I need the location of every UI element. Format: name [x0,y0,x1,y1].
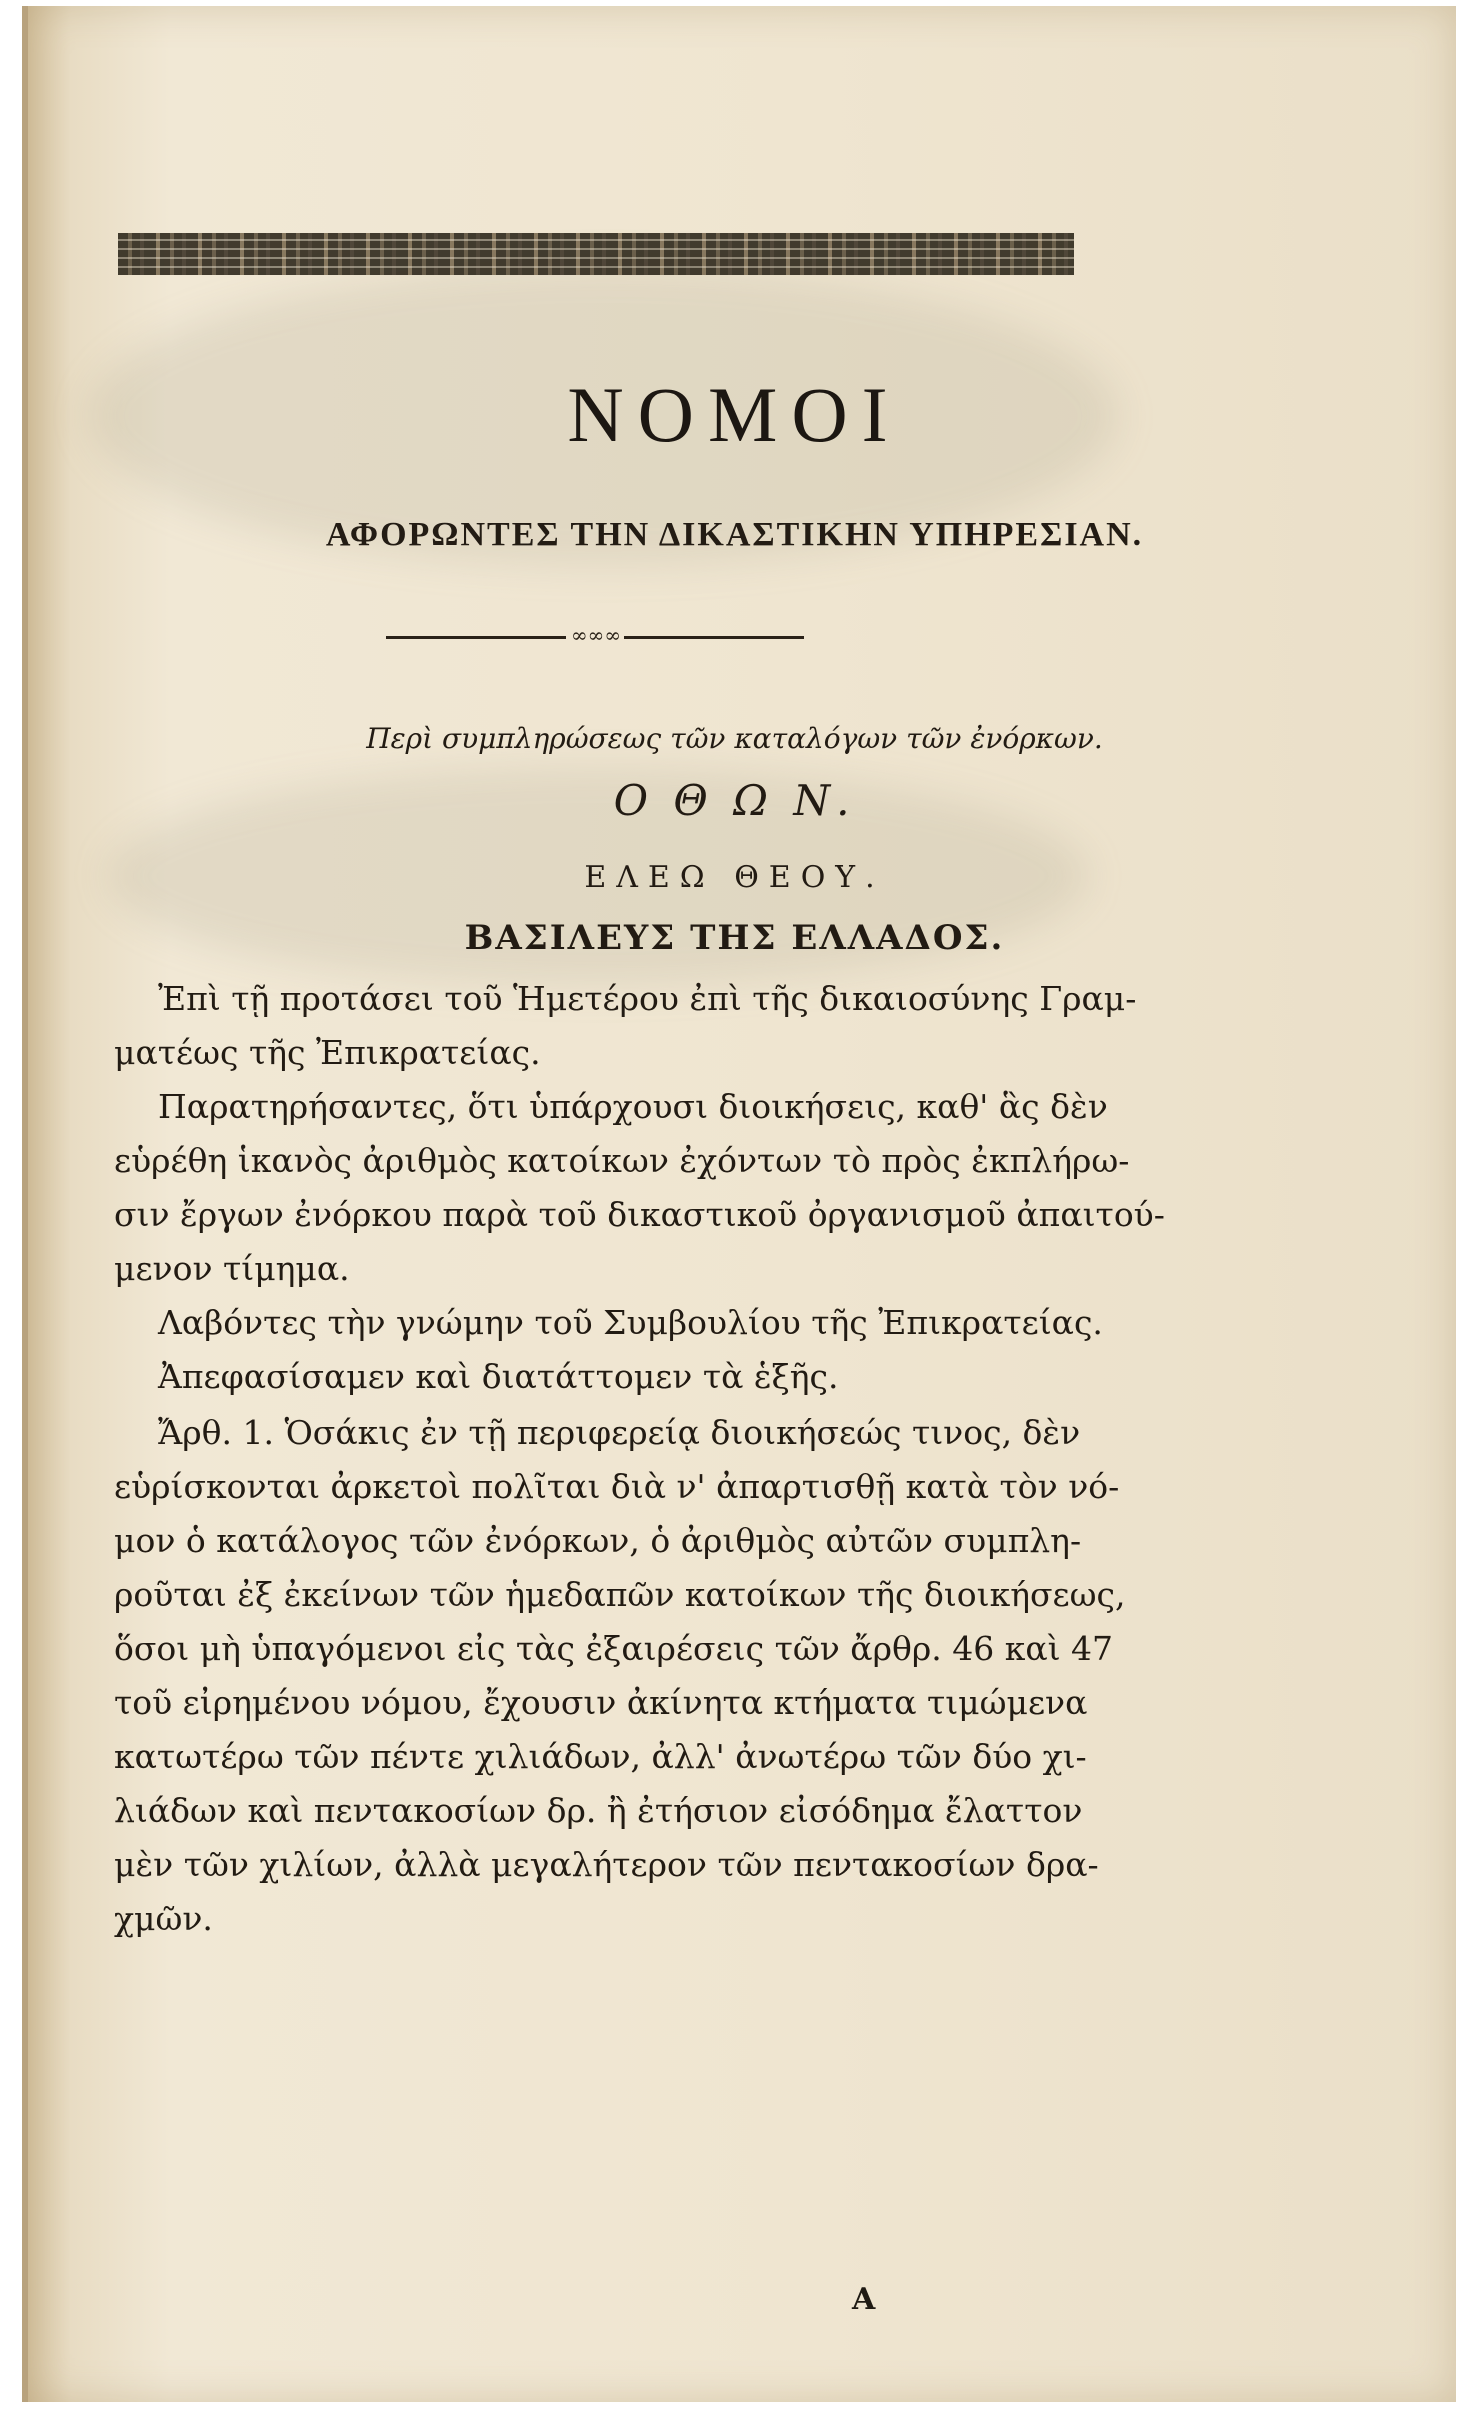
text-line: μὲν τῶν χιλίων, ἀλλὰ μεγαλήτερον τῶν πεντακοσίων δρα- [114,1845,1099,1884]
divider-rule [624,636,804,639]
text-line: λιάδων καὶ πεντακοσίων δρ. ἢ ἐτήσιον εἰσόδημα ἔλαττον [114,1791,1083,1830]
text-line: χμῶν. [114,1899,213,1938]
decorative-header-band [118,233,1074,275]
signature-mark: Α [852,2282,876,2317]
text-line: Λαβόντες τὴν γνώμην τοῦ Συμβουλίου τῆς Ἐπικρατείας. [158,1303,1103,1342]
paragraph-proposal [114,972,1137,1080]
divider-rule [386,636,566,639]
text-line: μενον τίμημα. [114,1249,350,1288]
text-line: ματέως τῆς Ἐπικρατείας. [114,1033,541,1072]
text-line: Ἄρθ. 1. Ὁσάκις ἐν τῇ περιφερείᾳ διοικήσεώς τινος, δὲν [158,1413,1081,1452]
text-line: κατωτέρω τῶν πέντε χιλιάδων, ἀλλ' ἀνωτέρω τῶν δύο χι- [114,1737,1087,1776]
text-line: εὑρέθη ἱκανὸς ἀριθμὸς κατοίκων ἐχόντων τὸ πρὸς ἐκπλήρω- [114,1141,1130,1180]
text-line: Ἐπὶ τῇ προτάσει τοῦ Ἡμετέρου ἐπὶ τῆς δικαιοσύνης Γραμ- [158,979,1137,1018]
paragraph-observation [114,1080,1165,1296]
paragraph-council [114,1296,1103,1350]
paragraph-decision [114,1350,1070,1404]
page-subtitle: ΑΦΟΡΩΝΤΕΣ ΤΗΝ ΔΙΚΑΣΤΙΚΗΝ ΥΠΗΡΕΣΙΑΝ. [325,516,1144,553]
king-name: Ο Θ Ω Ν. [613,776,856,825]
paragraph-article-1 [114,1406,1126,1946]
text-line: Παρατηρήσαντες, ὅτι ὑπάρχουσι διοικήσεις, καθ' ἃς δὲν [158,1087,1108,1126]
text-line: Ἀπεφασίσαμεν καὶ διατάττομεν τὰ ἑξῆς. [158,1357,839,1396]
text-line: ροῦται ἐξ ἐκείνων τῶν ἡμεδαπῶν κατοίκων τῆς διοικήσεως, [114,1575,1126,1614]
page-title: ΝΟΜΟΙ [567,371,902,458]
text-line: εὑρίσκονται ἀρκετοὶ πολῖται διὰ ν' ἀπαρτισθῇ κατὰ τὸν νό- [114,1467,1120,1506]
king-title: ΒΑΣΙΛΕΥΣ ΤΗΣ ΕΛΛΑΔΟΣ. [464,918,1005,958]
divider-ornament-icon: ∞∞∞ [571,623,621,647]
decree-caption: Περὶ συμπληρώσεως τῶν καταλόγων τῶν ἐνόρκων. [366,722,1103,755]
text-line: μον ὁ κατάλογος τῶν ἐνόρκων, ὁ ἀριθμὸς αὐτῶν συμπλη- [114,1521,1082,1560]
text-line: ὅσοι μὴ ὑπαγόμενοι εἰς τὰς ἐξαιρέσεις τῶν ἄρθρ. 46 καὶ 47 [114,1629,1114,1668]
text-line: σιν ἔργων ἐνόρκου παρὰ τοῦ δικαστικοῦ ὀργανισμοῦ ἀπαιτού- [114,1195,1165,1234]
text-line: τοῦ εἰρημένου νόμου, ἔχουσιν ἀκίνητα κτήματα τιμώμενα [114,1683,1088,1722]
grace-of-god: ΕΛΕΩ ΘΕΟΥ. [584,860,885,895]
